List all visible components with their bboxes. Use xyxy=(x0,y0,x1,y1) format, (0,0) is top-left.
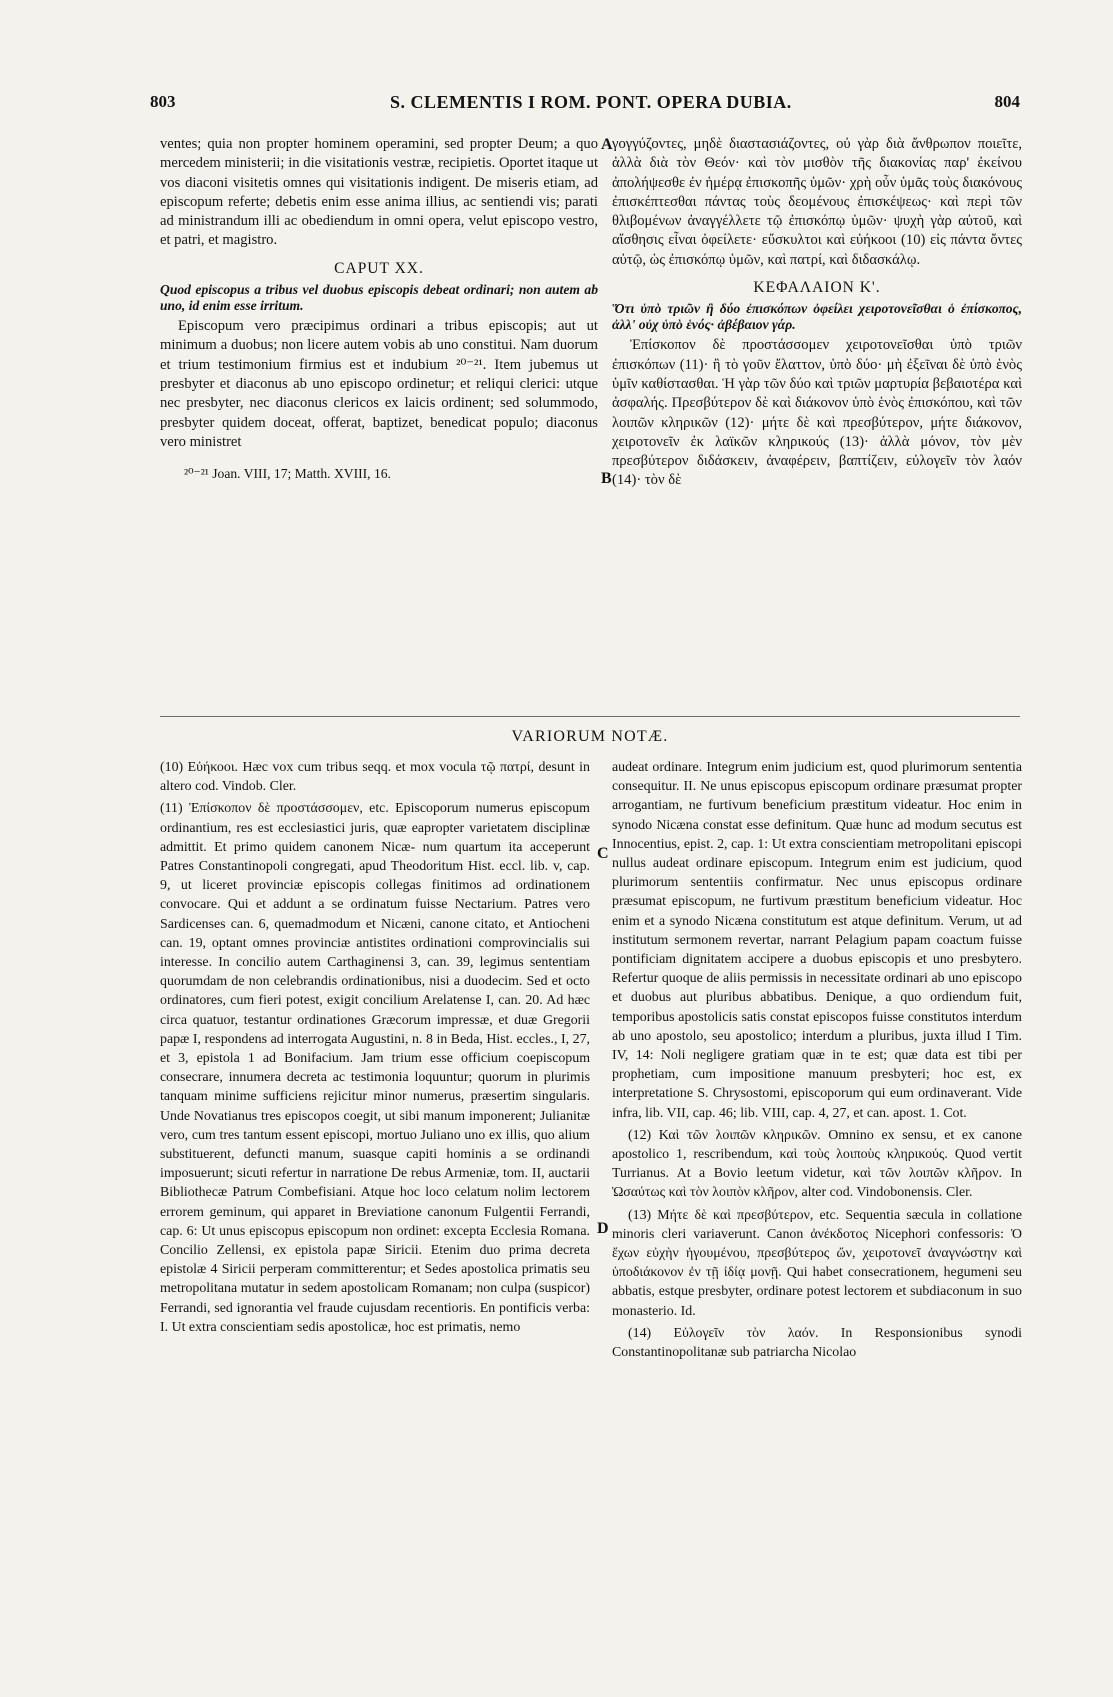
latin-paragraph-2: Episcopum vero præcipimus ordinari a tribus episcopis; aut ut minimum a duobus; non licere autem vobis ab uno constitui. Nam duorum et trium testimonium firmius est et indubium ²⁰⁻²¹. Item jubemus ut presbyter et diaconus ab uno episcopo ordinetur; et reliqui clerici: utque nec presbyter, nec diaconus clericos ex laicis ordinent; sed solummodo, presbyter quidem doceat, offerat, baptizet, benedicat populo; diaconus vero ministret xyxy=(160,318,598,450)
note-14: (14) Εὐλογεῖν τὸν λαόν. In Responsionibus synodi Constantinopolitanæ sub patriarcha Nicolao xyxy=(612,1325,1022,1361)
greek-column xyxy=(612,135,1022,494)
latin-footnote: ²⁰⁻²¹ Joan. VIII, 17; Matth. XVIII, 16. xyxy=(184,466,391,482)
latin-paragraph-1: ventes; quia non propter hominem operamini, sed propter Deum; a quo mercedem ministerii; in die visitationis vestræ, recipietis. Oportet itaque ut vos diaconi visitetis omnes qui visitationis indigent. De miseris etiam, ad episcopum referte; debetis enim esse anima illius, ac sentiendi vis; parati ad ministrandum illi ac obediendum in omni opera, velut episcopo vestro, et patri, et magistro. xyxy=(160,136,598,249)
margin-marker-b: B xyxy=(601,470,612,487)
margin-marker-c: C xyxy=(597,845,609,862)
notes-heading: VARIORUM NOTÆ. xyxy=(511,728,669,745)
page-number-right: 804 xyxy=(994,92,1020,111)
greek-chapter-heading: ΚΕΦΑΛΑΙΟΝ Κ'. xyxy=(753,279,881,297)
note-10: (10) Εὐήκοοι. Hæc vox cum tribus seqq. et mox vocula τῷ πατρί, desunt in altero cod. Vindob. Cler. xyxy=(160,760,590,795)
page-number-left: 803 xyxy=(150,92,176,111)
latin-chapter-heading: CAPUT XX. xyxy=(334,259,424,277)
margin-marker-a: A xyxy=(601,136,613,153)
note-11: (11) Ἐπίσκοπον δὲ προστάσσομεν, etc. Episcoporum numerus episcopum ordinantium, res est ecclesiastici juris, quæ eapropter varietatem disciplinæ admittit. Et primo quidem canonem Nicæ- num quartum ita acceperunt Patres Constantinopoli congregati, apud Theodoritum Hist. eccl. lib. v, cap. 9, ut liceret provinciæ episcopis collegas finitimos ad ordinationem convocare. Qui et addunt a se ordinatum fuisse Nectarium. Patres vero Sardicenses can. 6, quemadmodum et Nicæni, canone citato, et Antiocheni can. 19, optant omnes provinciæ antistites ordinationi comprovincialis sui interesse. In concilio autem Carthaginensi 3, can. 39, legimus sententiam quorumdam de non celebrandis ordinationibus, nisi a duodecim. Sed et octo ordinatores, cum fieri potest, exigit concilium Arelatense I, can. 20. Ad hæc circa quatuor, testantur ordinationes Græcorum impressæ, et duæ Gregorii papæ I, respondens ad interrogata Augustini, n. 8 in Beda, Hist. eccles., I, 27, et 3, epistola 1 ad Bonifacium. Jam trium esse officium coepiscopum consecrare, innumera decreta ac testimonia loquuntur; quorum in plurimis tanquam minime sufficiens rejicitur minor numerus, præsertim singularis. Unde Novatianus tres episcopos coegit, ut sibi manum imponerent; Julianitæ vero, cum tres tantum essent episcopi, mortuo Juliano uno ex illis, quo alium substituerent, defuncti manum, suasque capiti hominis a se ordinandi imposuerunt; sicuti refertur in narratione De rebus Armeniæ, tom. II, auctarii Bibliothecæ Patrum Combefisiani. Atque hoc loco celatum nolim lectorem errorem geminum, qui apparet in Breviatione canonum Fulgentii Ferrandi, cap. 6: Ut unus episcopus episcopum non ordinet: excepta Ecclesia Romana. Concilio Zellensi, ex epistola papæ Siricii. Etenim duo prima decreta epistolæ 4 Siricii perperam committerentur; et Sedes apostolica primatis seu metropolitana mutatur in sedem apostolicam Romanam; non culpa (suspicor) Ferrandi, sed ignorantia vel fraude cujusdam recentioris. En pontificis verba: I. Ut extra conscientiam sedis apostolicæ, hoc est primatis, nemo xyxy=(160,801,590,1335)
margin-marker-d: D xyxy=(597,1220,609,1237)
note-11-continued: audeat ordinare. Integrum enim judicium est, quod plurimorum sententia consequitur. II. Ne unus episcopus episcopum ordinare præsumat propter arrogantiam, ne furtivum beneficium præstitum videatur. Hoc enim in synodo Nicæna constat esse definitum. Quæ hunc ad modum secutus est Innocentius, epist. 2, cap. 1: Ut extra conscientiam metropolitani episcopi nullus audeat ordinare episcopum. Integrum enim est judicium, quod plurimorum sententiis confirmatur. Nec unus episcopus ordinare præsumat episcopum, ne furtivum præstitum beneficium videatur. Hoc enim et a synodo Nicæna constitutum est atque definitum. Verum, ut ad institutum sermonem revertar, narrant Pelagium papam coactum fuisse pontificiam dignitatem accipere a duobus episcopis et uno presbytero. Refertur quoque de aliis permissis in necessitate ordinari ab uno episcopo et duobus aut pluribus abbatibus. Denique, a quo ordiendum fuit, temporibus apostolicis satis constat episcopos fuisse constitutos interdum ab uno apostolo, seu apostolico; interdum a pluribus, juxta illud I Tim. IV, 14: Noli negligere gratiam quæ in te est; quæ data est tibi per prophetiam, cum impositione manuum presbyteri; hoc est, ex interpretatione S. Chrysostomi, episcoporum qui eum ordinaverant. Vide infra, lib. VII, cap. 46; lib. VIII, cap. 4, 27, et can. apost. 1. Cot. xyxy=(612,760,1022,1121)
greek-chapter-summary: Ὅτι ὑπὸ τριῶν ἢ δύο ἐπισκόπων ὀφείλει χειροτονεῖσθαι ὁ ἐπίσκοπος, ἀλλ' οὐχ ὑπὸ ἑνός· ἀβέβαιον γάρ. xyxy=(612,301,1022,333)
notes-right-column xyxy=(612,758,1022,1365)
note-13: (13) Μήτε δὲ καὶ πρεσβύτερον, etc. Sequentia sæcula in collatione minoris cleri variaverunt. Canon ἀνέκδοτος Nicephori confessoris: Ὁ ἔχων εὐχὴν ἡγουμένου, πρεσβύτερος ὤν, χειροτονεῖ ἀναγνώστην καὶ ὑποδιάκονον ἐν τῇ ἰδίᾳ μονῇ. Qui habet consecrationem, hegumeni seu abbatis, estque presbyter, ordinare potest lectorem et subdiaconum in suo monasterio. Id. xyxy=(612,1207,1022,1319)
note-12: (12) Καὶ τῶν λοιπῶν κληρικῶν. Omnino ex sensu, et ex canone apostolico 1, rescribendum, καὶ τοὺς λοιποὺς κληρικούς. Quod vertit Turrianus. At a Bovio leetum videtur, καὶ τῶν λοιπῶν κλῆρον. In Ὡσαύτως καὶ τὸν λοιπὸν κλῆρον, alter cod. Vindobonensis. Cler. xyxy=(612,1127,1022,1201)
section-divider xyxy=(160,716,1020,717)
greek-paragraph-2: Ἐπίσκοπον δὲ προστάσσομεν χειροτονεῖσθαι ὑπὸ τριῶν ἐπισκόπων (11)· ἢ τὸ γοῦν ἔλαττον, ὑπὸ δύο· μὴ ἐξεῖναι δὲ ὑπὸ ἑνὸς ὑμῖν καθίστασθαι. Ἡ γὰρ τῶν δύο καὶ τριῶν μαρτυρία βεβαιοτέρα καὶ ἀσφαλής. Πρεσβύτερον δὲ καὶ διάκονον ὑπὸ ἑνὸς ἐπισκόπου, καὶ τῶν λοιπῶν κληρικῶν (12)· μήτε δὲ καὶ πρεσβύτερον, μήτε διάκονον, χειροτονεῖν ἐκ λαϊκῶν κληρικούς (13)· ἀλλὰ μόνον, τὸν μὲν πρεσβύτερον διδάσκειν, ἀναφέρειν, βαπτίζειν, εὐλογεῖν τὸν λαόν (14)· τὸν δὲ xyxy=(612,337,1022,489)
latin-chapter-summary: Quod episcopus a tribus vel duobus episcopis debeat ordinari; non autem ab uno, id enim esse irritum. xyxy=(160,282,598,314)
running-title: S. CLEMENTIS I ROM. PONT. OPERA DUBIA. xyxy=(390,92,792,112)
greek-paragraph-1: γογγύζοντες, μηδὲ διαστασιάζοντες, οὐ γὰρ διὰ ἄνθρωπον ποιεῖτε, ἀλλὰ διὰ τὸν Θεόν· καὶ τὸν μισθὸν τῆς διακονίας παρ' ἐκείνου ἀπολήψεσθε ἐν ἡμέρᾳ ἐπισκοπῆς ὑμῶν· χρὴ οὖν ὑμᾶς τοὺς διακόνους ἐπισκέπτεσθαι πάντας τοὺς δεομένους ἐπισκέψεως· καὶ περὶ τῶν θλιβομένων ἀναγγέλλετε τῷ ἐπισκόπῳ ὑμῶν· ψυχὴ γὰρ αὐτοῦ, καὶ αἴσθησις εἶναι ὀφείλετε· εὔσκυλτοι καὶ εὐήκοοι (10) εἰς πάντα ὄντες αὐτῷ, ὡς ἐπισκόπῳ ὑμῶν, καὶ πατρί, καὶ διδασκάλῳ. xyxy=(612,136,1022,268)
latin-column xyxy=(160,135,598,483)
running-header xyxy=(150,92,1020,122)
notes-left-column xyxy=(160,758,590,1340)
